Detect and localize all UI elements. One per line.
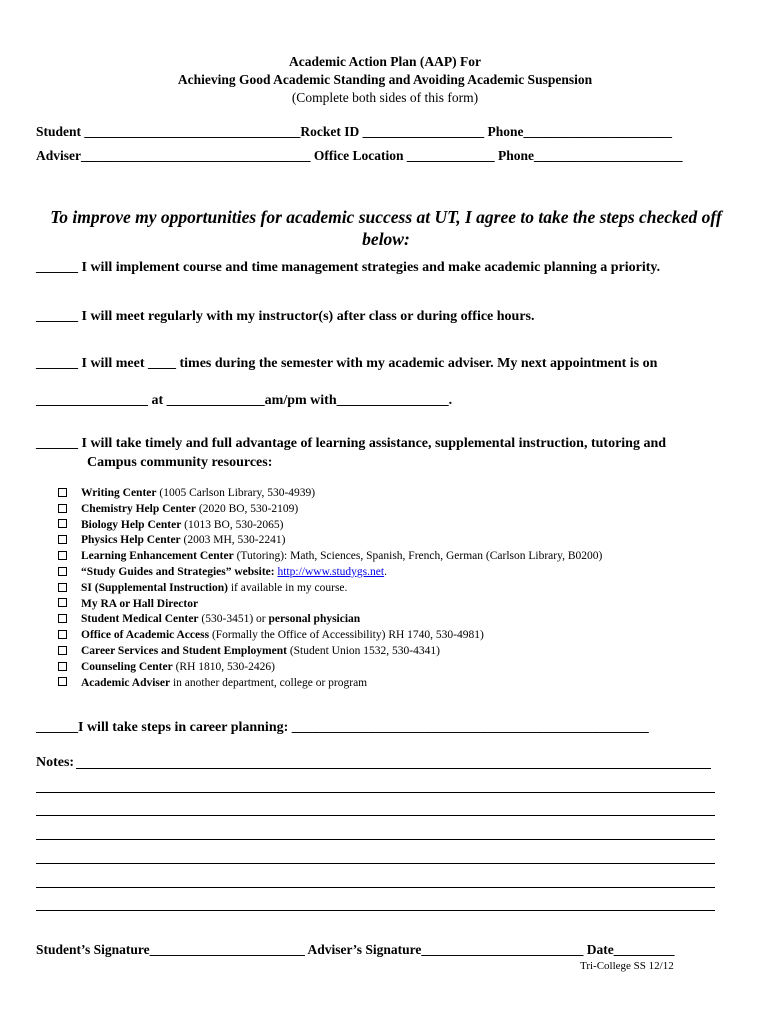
- checkbox[interactable]: [58, 662, 67, 671]
- statement-meet-instructor[interactable]: ______ I will meet regularly with my instructor(s) after class or during office hours.: [36, 309, 535, 324]
- statement-career-planning[interactable]: ______I will take steps in career planning: ___________________________________________________: [36, 720, 649, 735]
- checkbox[interactable]: [58, 677, 67, 686]
- statement-meet-adviser[interactable]: ______ I will meet ____ times during the semester with my academic adviser. My next appointment is on: [36, 356, 658, 371]
- checkbox[interactable]: [58, 535, 67, 544]
- student-info-row[interactable]: Student ________________________________Rocket ID __________________ Phone______________________: [36, 124, 673, 139]
- list-item[interactable]: My RA or Hall Director: [58, 597, 602, 613]
- checkbox[interactable]: [58, 488, 67, 497]
- checkbox[interactable]: [58, 630, 67, 639]
- form-note: (Complete both sides of this form): [291, 90, 479, 105]
- page-title: Academic Action Plan (AAP) For: [289, 54, 481, 69]
- agreement-headline: To improve my opportunities for academic success at UT, I agree to take the steps checked off below:: [50, 207, 722, 249]
- list-item[interactable]: “Study Guides and Strategies” website: http://www.studygs.net.: [58, 565, 602, 581]
- statement-appointment-line[interactable]: ________________ at ______________am/pm with________________.: [36, 393, 453, 408]
- page-subtitle: Achieving Good Academic Standing and Avoiding Academic Suspension: [177, 72, 593, 87]
- list-item[interactable]: Writing Center (1005 Carlson Library, 530-4939): [58, 486, 602, 502]
- resource-list: [58, 486, 602, 691]
- notes-line[interactable]: [36, 839, 715, 840]
- list-item[interactable]: Career Services and Student Employment (Student Union 1532, 530-4341): [58, 644, 602, 660]
- checkbox[interactable]: [58, 646, 67, 655]
- statement-learning-assistance[interactable]: ______ I will take timely and full advantage of learning assistance, supplemental instruction, tutoring and: [36, 436, 667, 451]
- list-item[interactable]: Biology Help Center (1013 BO, 530-2065): [58, 518, 602, 534]
- checkbox[interactable]: [58, 598, 67, 607]
- adviser-info-row[interactable]: Adviser__________________________________ Office Location _____________ Phone______________________: [36, 148, 683, 163]
- signature-row[interactable]: Student’s Signature_______________________ Adviser’s Signature________________________ Date_________: [36, 942, 675, 957]
- footer-code: Tri-College SS 12/12: [580, 960, 674, 972]
- checkbox[interactable]: [58, 519, 67, 528]
- list-item[interactable]: Physics Help Center (2003 MH, 530-2241): [58, 533, 602, 549]
- notes-label: Notes:: [36, 755, 75, 770]
- checkbox[interactable]: [58, 614, 67, 623]
- notes-line[interactable]: [36, 815, 715, 816]
- studygs-link[interactable]: http://www.studygs.net: [277, 565, 385, 578]
- list-item[interactable]: Learning Enhancement Center (Tutoring): Math, Sciences, Spanish, French, German (Carlson Library, B0200): [58, 549, 602, 565]
- notes-line[interactable]: [36, 863, 715, 864]
- list-item[interactable]: Academic Adviser in another department, college or program: [58, 676, 602, 692]
- statement-time-management[interactable]: ______ I will implement course and time management strategies and make academic planning a priority.: [36, 260, 661, 275]
- checkbox[interactable]: [58, 567, 67, 576]
- checkbox[interactable]: [58, 504, 67, 513]
- list-item[interactable]: Counseling Center (RH 1810, 530-2426): [58, 660, 602, 676]
- statement-learning-assistance-cont: Campus community resources:: [87, 455, 273, 470]
- list-item[interactable]: SI (Supplemental Instruction) if available in my course.: [58, 581, 602, 597]
- list-item[interactable]: Student Medical Center (530-3451) or personal physician: [58, 612, 602, 628]
- notes-line[interactable]: [36, 887, 715, 888]
- notes-line[interactable]: [36, 792, 715, 793]
- notes-line[interactable]: [36, 910, 715, 911]
- checkbox[interactable]: [58, 583, 67, 592]
- notes-line[interactable]: [76, 768, 711, 769]
- list-item[interactable]: Office of Academic Access (Formally the Office of Accessibility) RH 1740, 530-4981): [58, 628, 602, 644]
- list-item[interactable]: Chemistry Help Center (2020 BO, 530-2109): [58, 502, 602, 518]
- checkbox[interactable]: [58, 551, 67, 560]
